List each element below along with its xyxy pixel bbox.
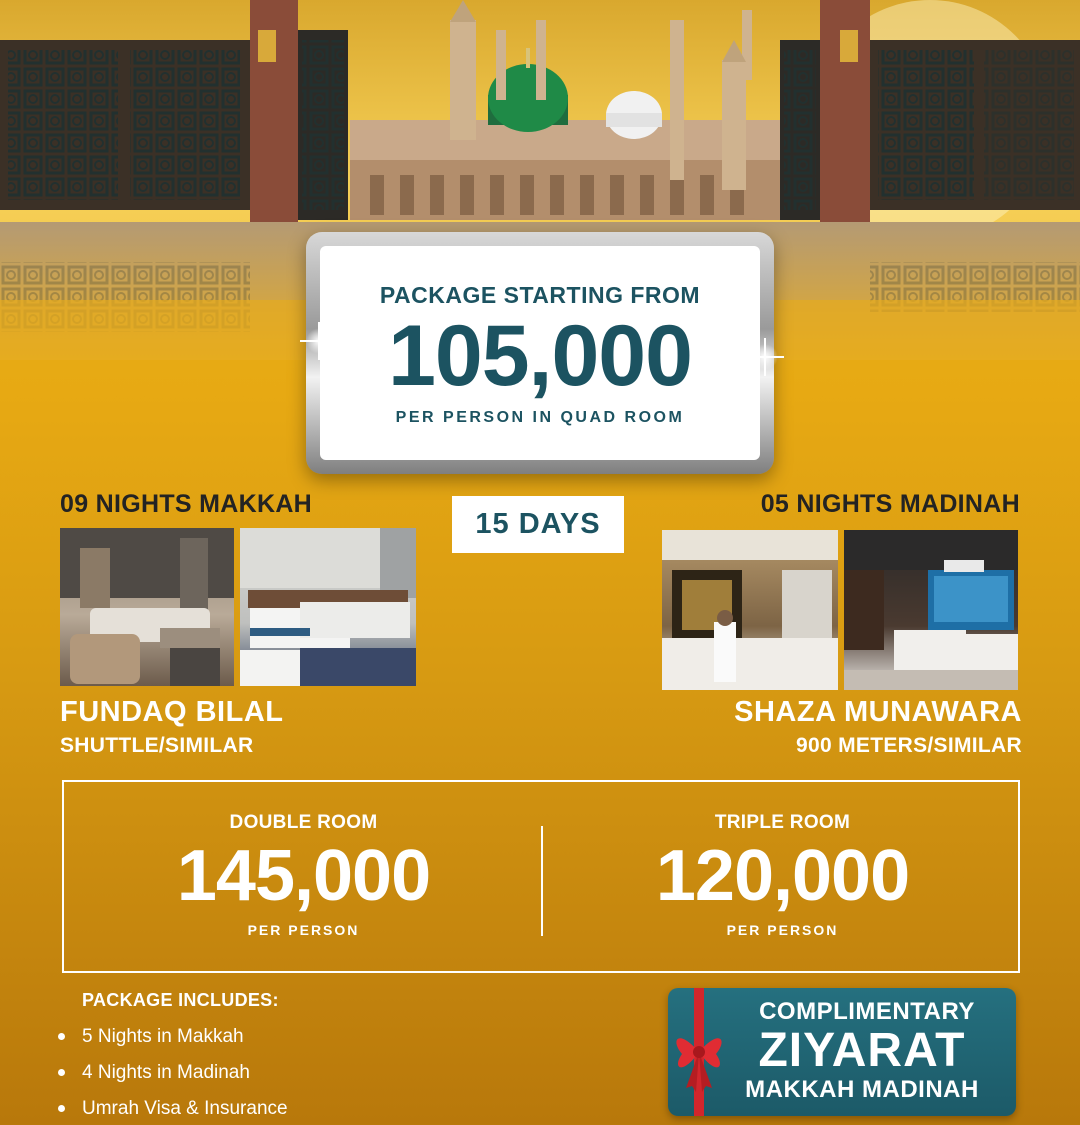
list-item xyxy=(56,1024,288,1060)
bullet-icon xyxy=(58,1105,65,1112)
sparkle-icon xyxy=(306,328,332,354)
madinah-hotel-name: SHAZA MUNAWARA xyxy=(734,696,1022,728)
makkah-room-photo xyxy=(240,528,416,686)
package-price-card xyxy=(306,232,774,474)
triple-room-per: PER PERSON xyxy=(726,922,839,938)
complimentary-ziyarat-badge xyxy=(668,988,1016,1116)
makkah-lobby-photo xyxy=(60,528,234,686)
duration-badge: 15 DAYS xyxy=(452,496,624,553)
bullet-icon xyxy=(58,1069,65,1076)
triple-room-price: 120,000 xyxy=(655,836,910,916)
madinah-nights-title: 05 NIGHTS MADINAH xyxy=(760,490,1020,518)
gift-ribbon-icon xyxy=(668,988,748,1116)
ziyarat-bottom-text: MAKKAH MADINAH xyxy=(745,1076,979,1103)
list-item xyxy=(56,1060,288,1096)
list-item xyxy=(56,1096,288,1125)
double-room-price: 145,000 xyxy=(176,836,431,916)
makkah-nights-title: 09 NIGHTS MAKKAH xyxy=(60,490,313,518)
include-text: Umrah Visa & Insurance xyxy=(82,1098,288,1119)
triple-room-rate xyxy=(543,782,1022,972)
price-card-inner xyxy=(320,246,760,460)
ziyarat-top-text: COMPLIMENTARY xyxy=(759,998,975,1025)
include-text: 5 Nights in Makkah xyxy=(82,1026,244,1047)
madinah-reception-photo xyxy=(662,530,838,690)
madinah-hotel-subtitle: 900 METERS/SIMILAR xyxy=(796,734,1022,757)
double-room-per: PER PERSON xyxy=(247,922,360,938)
includes-title: PACKAGE INCLUDES: xyxy=(82,990,279,1010)
double-room-label: DOUBLE ROOM xyxy=(229,812,378,833)
triple-room-label: TRIPLE ROOM xyxy=(714,812,851,833)
room-rates-box xyxy=(62,780,1020,973)
sparkle-icon xyxy=(752,344,778,370)
double-room-rate xyxy=(64,782,543,972)
includes-list xyxy=(56,1024,288,1125)
bullet-icon xyxy=(58,1033,65,1040)
ziyarat-main-text: ZIYARAT xyxy=(758,1024,966,1077)
price-subtitle: PER PERSON IN QUAD ROOM xyxy=(395,409,685,426)
price-heading: PACKAGE STARTING FROM xyxy=(379,282,701,308)
include-text: 4 Nights in Madinah xyxy=(82,1062,250,1083)
makkah-hotel-subtitle: SHUTTLE/SIMILAR xyxy=(60,734,254,757)
starting-price: 105,000 xyxy=(388,308,692,404)
madinah-room-photo xyxy=(844,530,1018,690)
makkah-hotel-name: FUNDAQ BILAL xyxy=(60,696,284,728)
